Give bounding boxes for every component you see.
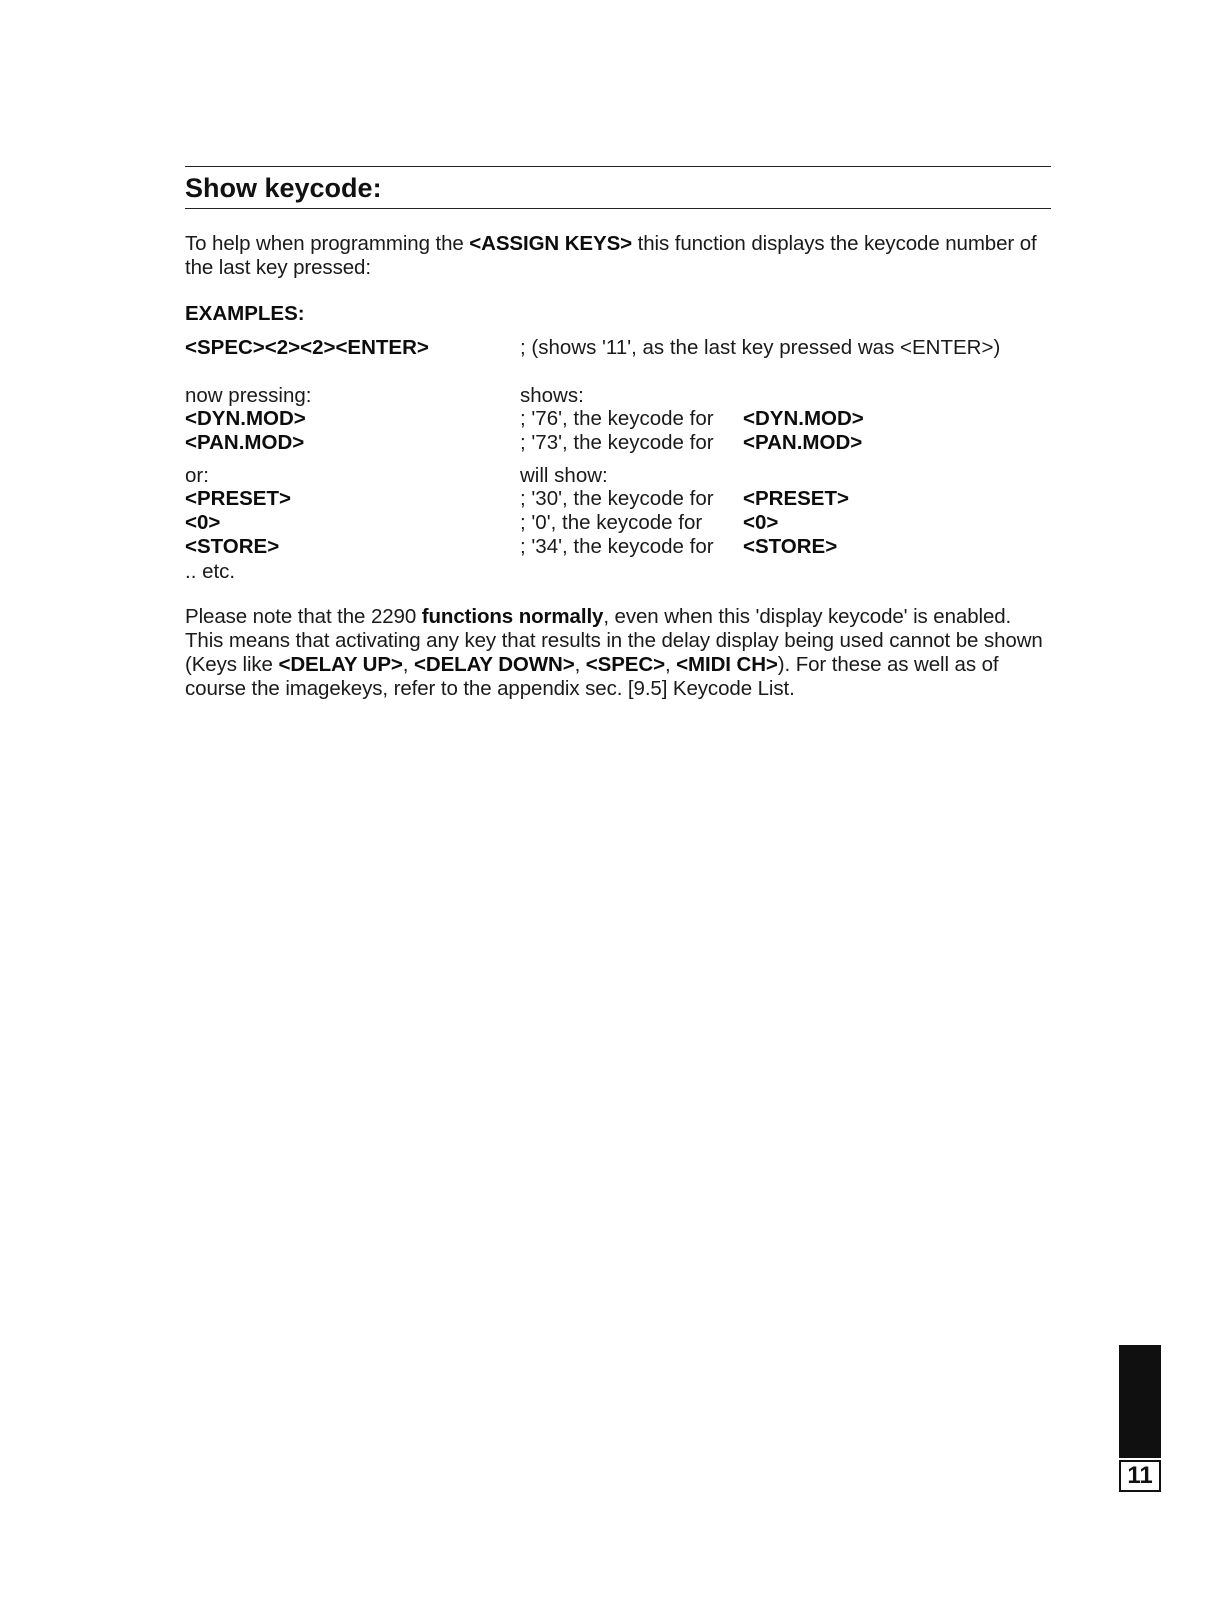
chapter-tab-marker [1119, 1345, 1161, 1458]
intro-key: <ASSIGN KEYS> [469, 232, 633, 255]
example-result: ; (shows '11', as the last key pressed was <ENTER>) [520, 336, 1001, 359]
key-entry: <PRESET> [185, 487, 291, 510]
heading-bottom-rule [185, 208, 1051, 209]
shows-label: shows: [520, 384, 584, 407]
key-entry-result: <0> [743, 511, 779, 534]
keycode-desc: ; '76', the keycode for [520, 407, 714, 430]
or-label: or: [185, 464, 209, 487]
note-key: <DELAY UP> [278, 653, 403, 676]
note-emphasis: functions normally [421, 605, 604, 628]
examples-label: EXAMPLES: [185, 302, 305, 325]
note-text: , even when this 'display keycode' is enabled. This means that activating any key that results in the delay display being used cannot be shown (Keys like [185, 605, 1043, 676]
intro-text-end: this function displays the keycode number of the last key pressed: [185, 232, 1037, 279]
intro-text-start: To help when programming the [185, 232, 470, 255]
key-entry: <0> [185, 511, 221, 534]
page-number: 11 [1119, 1460, 1161, 1492]
will-show-label: will show: [520, 464, 608, 487]
note-text: ). For these as well as of course the imagekeys, refer to the appendix sec. [9.5] Keycode List. [185, 653, 999, 700]
now-pressing-label: now pressing: [185, 384, 312, 407]
key-entry: <PAN.MOD> [185, 431, 305, 454]
note-paragraph [185, 605, 1051, 701]
note-key: <DELAY DOWN> [414, 653, 575, 676]
note-key: <SPEC> [585, 653, 665, 676]
note-text: Please note that the 2290 [185, 605, 422, 628]
key-entry: <DYN.MOD> [185, 407, 306, 430]
keycode-desc: ; '34', the keycode for [520, 535, 714, 558]
key-entry-result: <DYN.MOD> [743, 407, 864, 430]
note-text: , [574, 653, 586, 676]
note-key: <MIDI CH> [676, 653, 778, 676]
example-keys: <SPEC><2><2><ENTER> [185, 336, 429, 359]
key-entry-result: <PAN.MOD> [743, 431, 863, 454]
etc-text: .. etc. [185, 560, 236, 583]
intro-paragraph [185, 232, 1051, 280]
note-text: , [664, 653, 677, 676]
keycode-desc: ; '0', the keycode for [520, 511, 703, 534]
key-entry-result: <PRESET> [743, 487, 849, 510]
keycode-desc: ; '73', the keycode for [520, 431, 714, 454]
note-text: , [402, 653, 414, 676]
key-entry-result: <STORE> [743, 535, 838, 558]
section-heading: Show keycode: [185, 173, 382, 203]
heading-top-rule [185, 166, 1051, 167]
keycode-desc: ; '30', the keycode for [520, 487, 714, 510]
key-entry: <STORE> [185, 535, 280, 558]
